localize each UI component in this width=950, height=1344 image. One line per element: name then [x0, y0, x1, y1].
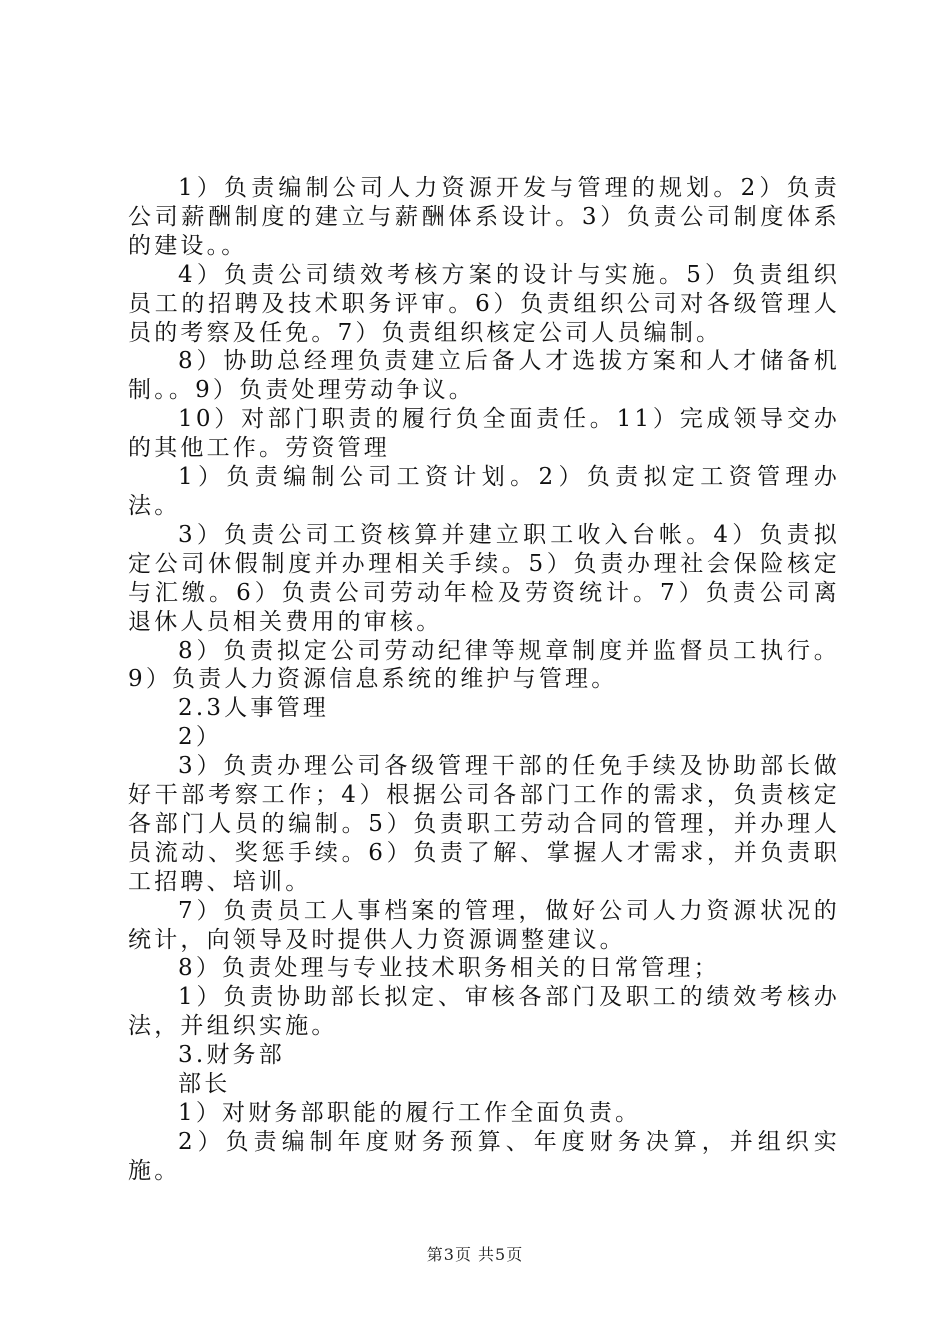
- paragraph-1: 1）负责编制公司人力资源开发与管理的规划。2）负责公司薪酬制度的建立与薪酬体系设计。3）负责公司制度体系的建设。。: [128, 175, 840, 259]
- paragraph-17: 2）负责编制年度财务预算、年度财务决算，并组织实施。: [128, 1128, 840, 1184]
- paragraph-16: 1）对财务部职能的履行工作全面负责。: [178, 1100, 642, 1126]
- paragraph-10: 3）负责办理公司各级管理干部的任免手续及协助部长做好干部考察工作；4）根据公司各部门工作的需求，负责核定各部门人员的编制。5）负责职工劳动合同的管理，并办理人员流动、奖惩手续。6）负责了解、掌握人才需求，并负责职工招聘、培训。: [128, 753, 840, 895]
- subheading-minister: 部长: [178, 1071, 231, 1098]
- paragraph-5: 1）负责编制公司工资计划。2）负责拟定工资管理办法。: [128, 464, 840, 519]
- paragraph-12: 8）负责处理与专业技术职务相关的日常管理；: [178, 955, 720, 982]
- paragraph-13: 1）负责协助部长拟定、审核各部门及职工的绩效考核办法，并组织实施。: [128, 984, 840, 1040]
- paragraph-9: 2）: [178, 724, 223, 751]
- document-body: [128, 174, 840, 1186]
- paragraph-7: 8）负责拟定公司劳动纪律等规章制度并监督员工执行。9）负责人力资源信息系统的维护与管理。: [128, 637, 840, 693]
- section-heading-personnel: 2.3人事管理: [178, 695, 329, 722]
- paragraph-11: 7）负责员工人事档案的管理，做好公司人力资源状况的统计，向领导及时提供人力资源调整建议。: [128, 897, 840, 953]
- paragraph-6: 3）负责公司工资核算并建立职工收入台帐。4）负责拟定公司休假制度并办理相关手续。5）负责办理社会保险核定与汇缴。6）负责公司劳动年检及劳资统计。7）负责公司离退休人员相关费用的审核。: [128, 521, 840, 635]
- section-heading-finance: 3.财务部: [178, 1042, 285, 1069]
- paragraph-4: 10）对部门职责的履行负全面责任。11）完成领导交办的其他工作。劳资管理: [128, 406, 840, 462]
- paragraph-3: 8）协助总经理负责建立后备人才选拔方案和人才储备机制。。9）负责处理劳动争议。: [128, 348, 840, 404]
- paragraph-2: 4）负责公司绩效考核方案的设计与实施。5）负责组织员工的招聘及技术职务评审。6）负责组织公司对各级管理人员的考察及任免。7）负责组织核定公司人员编制。: [128, 261, 840, 346]
- page-number-footer: 第3页 共5页: [426, 1245, 524, 1264]
